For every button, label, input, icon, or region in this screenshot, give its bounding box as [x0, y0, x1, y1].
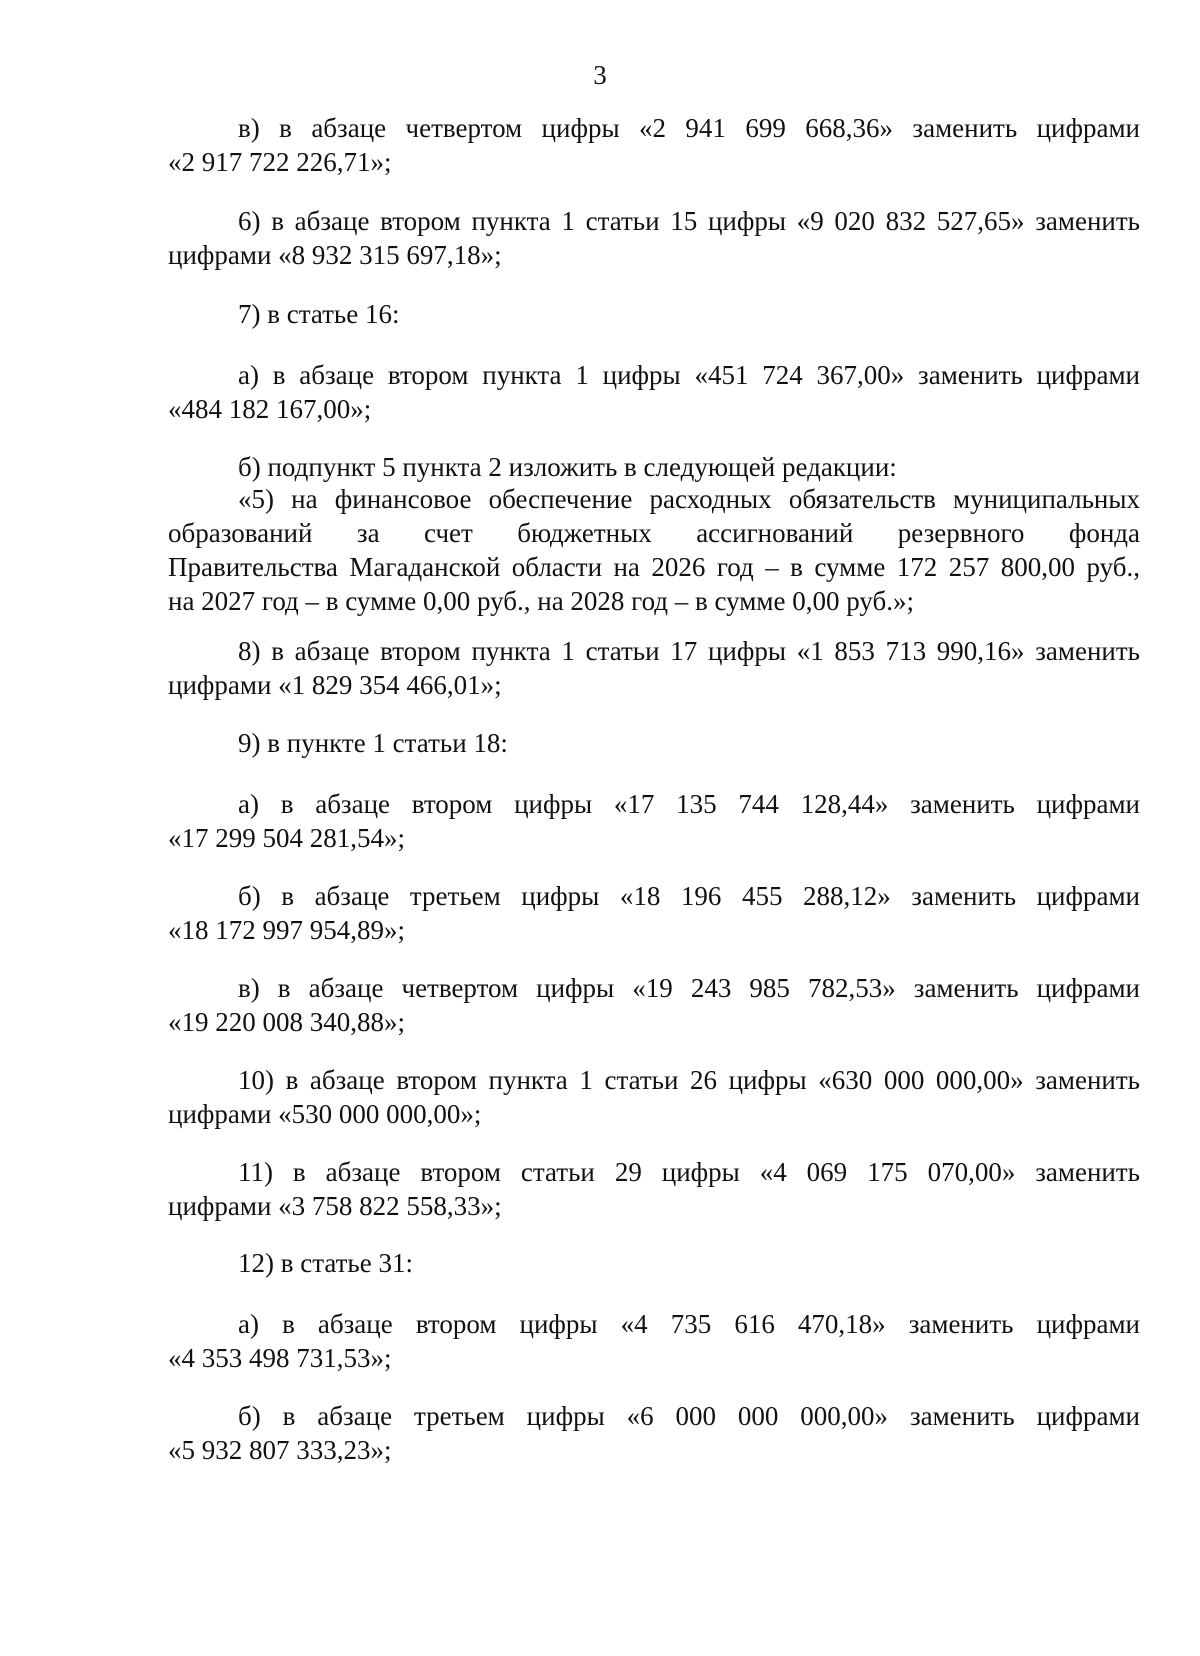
- paragraph-4v: [168, 111, 1140, 179]
- paragraph-line: 7) в статье 16:: [238, 299, 400, 329]
- paragraph-9v: [168, 971, 1140, 1039]
- paragraph-12: [168, 1246, 1140, 1280]
- paragraph-line: «484 182 167,00»;: [168, 394, 372, 424]
- paragraph-line: в) в абзаце четвертом цифры «2 941 699 668,36» заменить цифрами: [238, 113, 1140, 143]
- paragraph-7a: [168, 358, 1140, 426]
- paragraph-10: [168, 1063, 1140, 1131]
- paragraph-7b: [168, 450, 1140, 484]
- paragraph-7: [168, 297, 1140, 331]
- paragraph-11: [168, 1155, 1140, 1223]
- paragraph-line: 10) в абзаце втором пункта 1 статьи 26 цифры «630 000 000,00» заменить: [238, 1065, 1140, 1095]
- paragraph-line: б) в абзаце третьем цифры «18 196 455 288,12» заменить цифрами: [238, 881, 1140, 911]
- paragraph-line: цифрами «1 829 354 466,01»;: [168, 670, 502, 700]
- paragraph-line: 12) в статье 31:: [238, 1248, 413, 1278]
- paragraph-line: 9) в пункте 1 статьи 18:: [238, 728, 508, 758]
- paragraph-line: в) в абзаце четвертом цифры «19 243 985 782,53» заменить цифрами: [238, 973, 1140, 1003]
- paragraph-line: на 2027 год – в сумме 0,00 руб., на 2028 год – в сумме 0,00 руб.»;: [168, 586, 914, 616]
- paragraph-9: [168, 726, 1140, 760]
- paragraph-6: [168, 204, 1140, 272]
- paragraph-line: 11) в абзаце втором статьи 29 цифры «4 069 175 070,00» заменить: [238, 1157, 1140, 1187]
- paragraph-line: «4 353 498 731,53»;: [168, 1343, 392, 1373]
- paragraph-line: цифрами «3 758 822 558,33»;: [168, 1191, 502, 1221]
- paragraph-12a: [168, 1307, 1140, 1375]
- paragraph-line: Правительства Магаданской области на 2026 год – в сумме 172 257 800,00 руб.,: [168, 552, 1140, 582]
- paragraph-line: а) в абзаце втором цифры «4 735 616 470,18» заменить цифрами: [238, 1309, 1140, 1339]
- page-number: 3: [593, 60, 607, 90]
- paragraph-line: «17 299 504 281,54»;: [168, 823, 406, 853]
- paragraph-line: а) в абзаце втором пункта 1 цифры «451 724 367,00» заменить цифрами: [238, 360, 1140, 390]
- paragraph-line: а) в абзаце втором цифры «17 135 744 128,44» заменить цифрами: [238, 789, 1140, 819]
- paragraph-line: б) в абзаце третьем цифры «6 000 000 000,00» заменить цифрами: [238, 1401, 1140, 1431]
- paragraph-12b: [168, 1399, 1140, 1467]
- paragraph-quote-5: [168, 482, 1140, 618]
- paragraph-9b: [168, 879, 1140, 947]
- paragraph-line: «18 172 997 954,89»;: [168, 915, 406, 945]
- paragraph-line: цифрами «530 000 000,00»;: [168, 1099, 482, 1129]
- paragraph-line: 6) в абзаце втором пункта 1 статьи 15 цифры «9 020 832 527,65» заменить: [238, 206, 1140, 236]
- paragraph-line: «5) на финансовое обеспечение расходных обязательств муниципальных: [238, 484, 1140, 514]
- paragraph-line: образований за счет бюджетных ассигнований резервного фонда: [168, 518, 1140, 548]
- paragraph-line: б) подпункт 5 пункта 2 изложить в следующей редакции:: [238, 452, 897, 482]
- paragraph-9a: [168, 787, 1140, 855]
- paragraph-line: «5 932 807 333,23»;: [168, 1435, 392, 1465]
- paragraph-8: [168, 634, 1140, 702]
- paragraph-line: цифрами «8 932 315 697,18»;: [168, 240, 502, 270]
- paragraph-line: «2 917 722 226,71»;: [168, 147, 392, 177]
- paragraph-line: «19 220 008 340,88»;: [168, 1007, 406, 1037]
- paragraph-line: 8) в абзаце втором пункта 1 статьи 17 цифры «1 853 713 990,16» заменить: [238, 636, 1140, 666]
